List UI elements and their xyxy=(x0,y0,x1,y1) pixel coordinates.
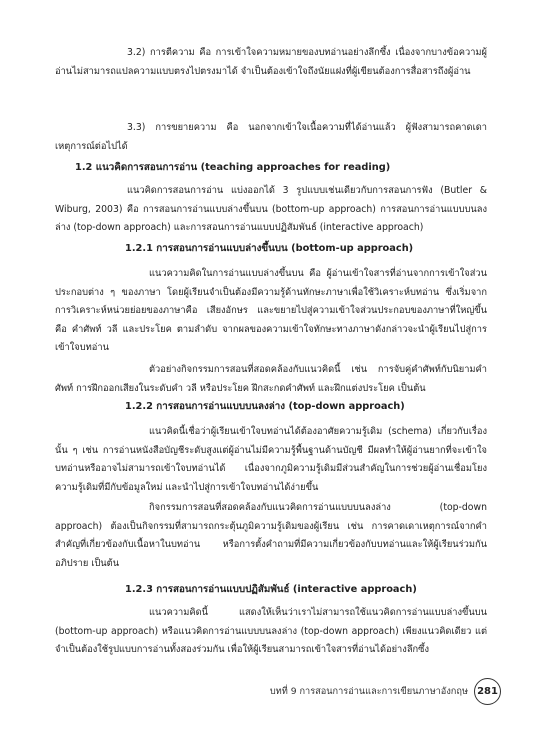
paragraph-3-3: 3.3) การขยายความ คือ นอกจากเข้าใจเนื้อความที่ได้อ่านแล้ว ผู้ฟังสามารถคาดเดาเหตุการณ์ต่อไปได้ xyxy=(55,122,487,152)
paragraph-1-2-1a: แนวความคิดในการอ่านแบบล่างขึ้นบน คือ ผู้อ่านเข้าใจสารที่อ่านจากการเข้าใจส่วนประกอบต่าง ๆ ของภาษา โดยผู้เรียนจำเป็นต้องมีความรู้ด้านทักษะภาษาเพื่อใช้วิเคราะห์บทอ่าน ซึ่งเริ่มจากการวิเคราะห์หน่วยย่อยของภาษาคือ เสียงอักษร และขยายไปสู่ความเข้าใจส่วนประกอบของภาษาที่ใหญ่ขึ้น คือ คำศัพท์ วลี และประโยค ตามลำดับ จากผลของความเข้าใจทักษะทางภาษาดังกล่าวจะนำผู้เรียนไปสู่การเข้าใจบทอ่าน xyxy=(55,268,487,354)
paragraph-3-2: 3.2) การตีความ คือ การเข้าใจความหมายของบทอ่านอย่างลึกซึ้ง เนื่องจากบางข้อความผู้อ่านไม่สามารถแปลความแบบตรงไปตรงมาได้ จำเป็นต้องเข้าใจถึงนัยแฝงที่ผู้เขียนต้องการสื่อสารถึงผู้อ่าน xyxy=(55,47,487,77)
subsection-heading-1-2-3: 1.2.3 การสอนการอ่านแบบปฏิสัมพันธ์ (interactive approach) xyxy=(125,584,417,595)
paragraph-1-2-2a: แนวคิดนี้เชื่อว่าผู้เรียนเข้าใจบทอ่านได้ต้องอาศัยความรู้เดิม (schema) เกี่ยวกับเรื่องนั้น ๆ เช่น การอ่านหนังสือบัญชีระดับสูงแต่ผู้อ่านไม่มีความรู้พื้นฐานด้านบัญชี มีผลทำให้ผู้อ่านยากที่จะเข้าใจบทอ่านหรืออาจไม่สามารถเข้าใจบทอ่านได้ เนื่องจากภูมิความรู้เดิมมีส่วนสำคัญในการช่วยผู้อ่านเชื่อมโยงความรู้เดิมที่มีกับข้อมูลใหม่ และนำไปสู่การเข้าใจบทอ่านได้ง่ายขึ้น xyxy=(55,426,487,493)
paragraph-1-2-1b: ตัวอย่างกิจกรรมการสอนที่สอดคล้องกับแนวคิดนี้ เช่น การจับคู่คำศัพท์กับนิยามคำศัพท์ การฝึกออกเสียงในระดับคำ วลี หรือประโยค ฝึกสะกดคำศัพท์ และฝึกแต่งประโยค เป็นต้น xyxy=(55,364,487,394)
subsection-heading-1-2-2: 1.2.2 การสอนการอ่านแบบบนลงล่าง (top-down approach) xyxy=(125,401,405,412)
section-heading-1-2: 1.2 แนวคิดการสอนการอ่าน (teaching approaches for reading) xyxy=(75,162,391,173)
page-footer xyxy=(270,678,501,705)
subsection-heading-1-2-1: 1.2.1 การสอนการอ่านแบบล่างขึ้นบน (bottom-up approach) xyxy=(125,243,414,254)
page-number-badge: 281 xyxy=(474,678,501,705)
paragraph-1-2-3: แนวความคิดนี้ แสดงให้เห็นว่าเราไม่สามารถใช้แนวคิดการอ่านแบบล่างขึ้นบน (bottom-up approach) หรือแนวคิดการอ่านแบบบนลงล่าง (top-down approach) เพียงแนวคิดเดียว แต่จำเป็นต้องใช้รูปแบบการอ่านทั้งสองร่วมกัน เพื่อให้ผู้เรียนสามารถเข้าใจสารที่อ่านได้อย่างลึกซึ้ง xyxy=(55,607,487,656)
paragraph-1-2: แนวคิดการสอนการอ่าน แบ่งออกได้ 3 รูปแบบเช่นเดียวกับการสอนการฟัง (Butler & Wiburg, 2003) คือ การสอนการอ่านแบบล่างขึ้นบน (bottom-up approach) การสอนการอ่านแบบบนลงล่าง (top-down approach) และการสอนการอ่านแบบปฏิสัมพันธ์ (interactive approach) xyxy=(55,185,487,234)
paragraph-1-2-2b: กิจกรรมการสอนที่สอดคล้องกับแนวคิดการอ่านแบบบนลงล่าง (top-down approach) ต้องเป็นกิจกรรมที่สามารถกระตุ้นภูมิความรู้เดิมของผู้เรียน เช่น การคาดเดาเหตุการณ์จากคำสำคัญที่เกี่ยวข้องกับเนื้อหาในบทอ่าน หรือการตั้งคำถามที่มีความเกี่ยวข้องกับบทอ่านและให้ผู้เรียนร่วมกันอภิปราย เป็นต้น xyxy=(55,502,487,569)
chapter-title: บทที่ 9 การสอนการอ่านและการเขียนภาษาอังกฤษ xyxy=(269,686,468,697)
